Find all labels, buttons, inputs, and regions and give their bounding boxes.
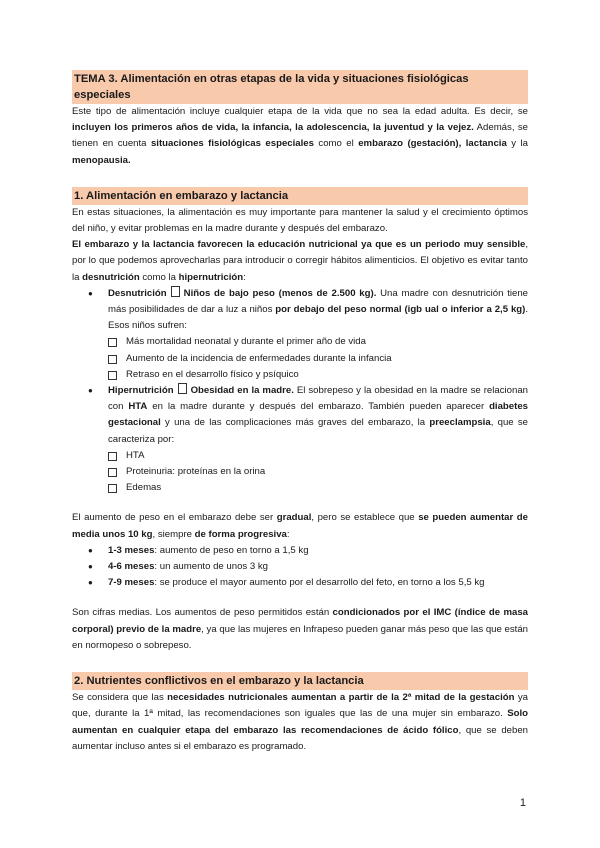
text: en la madre durante y después del embarazo. También pueden aparecer [147, 401, 490, 413]
text: : aumento de peso en torno a 1,5 kg [154, 544, 309, 556]
list-item [88, 575, 528, 591]
list-item [108, 464, 528, 480]
section1-paragraph-2 [72, 237, 528, 286]
text: y la [506, 138, 528, 150]
text: , pero se establece que [311, 512, 419, 524]
text: Retraso en el desarrollo físico y psíquico [126, 368, 299, 380]
main-title: TEMA 3. Alimentación en otras etapas de la vida y situaciones fisiológicas especiales [72, 70, 528, 104]
arrow-icon [178, 383, 187, 394]
text: Proteinuria: proteínas en la orina [126, 466, 266, 478]
list-item-hipernutricion [88, 383, 528, 496]
section1-paragraph-1: En estas situaciones, la alimentación es muy importante para mantener la salud y el crecimiento óptimos del niño, y evitar problemas en la madre durante y después del embarazo. [72, 206, 528, 235]
text: : [243, 271, 246, 283]
list-item [108, 334, 528, 350]
list-item [108, 480, 528, 496]
bold-text: menopausia. [72, 154, 131, 166]
bold-text: gradual [276, 512, 312, 524]
section2-paragraph [72, 690, 528, 755]
bold-text: HTA [128, 401, 148, 413]
bold-text: embarazo (gestación), lactancia [358, 138, 507, 150]
checkbox-icon [108, 355, 117, 364]
checkbox-icon [108, 452, 117, 461]
sublist [108, 448, 528, 497]
weight-gain-paragraph [72, 510, 528, 542]
bold-text: Obesidad en la madre. [190, 385, 294, 397]
text: : se produce el mayor aumento por el desarrollo del feto, en torno a los 5,5 kg [154, 577, 485, 589]
text: ya que, durante la 1ª mitad, las recomendaciones son iguales que las de una mujer sin embarazo. [72, 692, 528, 720]
text: Edemas [126, 482, 162, 494]
list-item [88, 543, 528, 559]
bold-text: incluyen los primeros años de vida, la infancia, la adolescencia, la juventud y la vejez. [72, 122, 474, 134]
bold-text: 1-3 meses [108, 544, 155, 556]
text: Son cifras medias. Los aumentos de peso permitidos están [72, 607, 333, 619]
text: HTA [126, 449, 145, 461]
text: El aumento de peso en el embarazo debe ser [72, 512, 277, 524]
nutrition-list [72, 286, 528, 497]
text: y una de las complicaciones más graves del embarazo, la [160, 417, 430, 429]
bold-text: situaciones fisiológicas especiales [150, 138, 314, 150]
checkbox-icon [108, 338, 117, 347]
bold-text: 7-9 meses [108, 577, 155, 589]
bold-text: preeclampsia [429, 417, 491, 429]
arrow-icon [171, 286, 180, 297]
list-item [108, 367, 528, 383]
bold-text: Niños de bajo peso (menos de 2.500 kg). [183, 287, 377, 299]
sublist [108, 334, 528, 383]
weight-gain-list [72, 543, 528, 592]
text: , que se caracteriza por: [108, 417, 528, 445]
bold-text: Desnutrición [108, 287, 167, 299]
bold-text: desnutrición [82, 271, 140, 283]
text: , ya que las mujeres en Infrapeso pueden ganar más peso que las que están en normopeso o sobrepeso. [72, 623, 528, 651]
text: : [286, 528, 290, 540]
bold-text: necesidades nutricionales aumentan a partir de la 2ª mitad de la gestación [167, 692, 515, 704]
bold-text: Solo aumentan en cualquier etapa del embarazo las recomendaciones de ácido fólico [72, 708, 528, 736]
bold-text: de forma progresiva [194, 528, 287, 540]
text: Más mortalidad neonatal y durante el primer año de vida [126, 336, 366, 348]
text: Una madre con desnutrición tiene más posibilidades de dar a luz a niños [108, 287, 528, 316]
text: , por lo que podemos aprovecharlas para introducir o corregir hábitos alimenticios. El objetivo es evitar tanto la [72, 239, 528, 283]
text: Aumento de la incidencia de enfermedades durante la infancia [126, 352, 392, 364]
bold-text: 4-6 meses [108, 561, 155, 573]
text: Se considera que las [72, 692, 168, 704]
section2-title: 2. Nutrientes conflictivos en el embarazo y la lactancia [72, 672, 528, 690]
text: . Esos niños sufren: [108, 304, 529, 332]
text: como el [313, 138, 359, 150]
bold-text: hipernutrición [178, 271, 244, 283]
checkbox-icon [108, 468, 117, 477]
text: , siempre [152, 528, 195, 540]
checkbox-icon [108, 371, 117, 380]
intro-paragraph [72, 104, 528, 169]
bold-text: se pueden aumentar de media unos 10 kg [72, 512, 528, 540]
text: Este tipo de alimentación incluye cualquier etapa de la vida que no sea la edad adulta. Es decir, se [72, 106, 528, 117]
checkbox-icon [108, 484, 117, 493]
list-item [88, 559, 528, 575]
text: : un aumento de unos 3 kg [154, 561, 269, 573]
document-page [72, 70, 528, 755]
text: , que se deben aumentar incluso antes si el embarazo es programado. [72, 724, 529, 752]
list-item-desnutricion [88, 286, 528, 383]
page-number: 1 [519, 797, 526, 809]
bold-text: por debajo del peso normal (igb ual o inferior a 2,5 kg) [275, 304, 526, 316]
list-item [108, 448, 528, 464]
bold-text: condicionados por el IMC (índice de masa corporal) previo de la madre [72, 607, 528, 635]
list-item [108, 351, 528, 367]
text: El sobrepeso y la obesidad en la madre se relacionan con [108, 385, 528, 413]
section1-title: 1. Alimentación en embarazo y lactancia [72, 187, 528, 205]
imc-paragraph [72, 605, 528, 654]
bold-text: El embarazo y la lactancia favorecen la educación nutricional ya que es un periodo muy sensible [72, 239, 526, 251]
bold-text: Hipernutrición [108, 385, 174, 397]
text: Además, se tienen en cuenta [72, 122, 528, 150]
bold-text: diabetes gestacional [108, 401, 528, 429]
text: como la [139, 271, 179, 283]
